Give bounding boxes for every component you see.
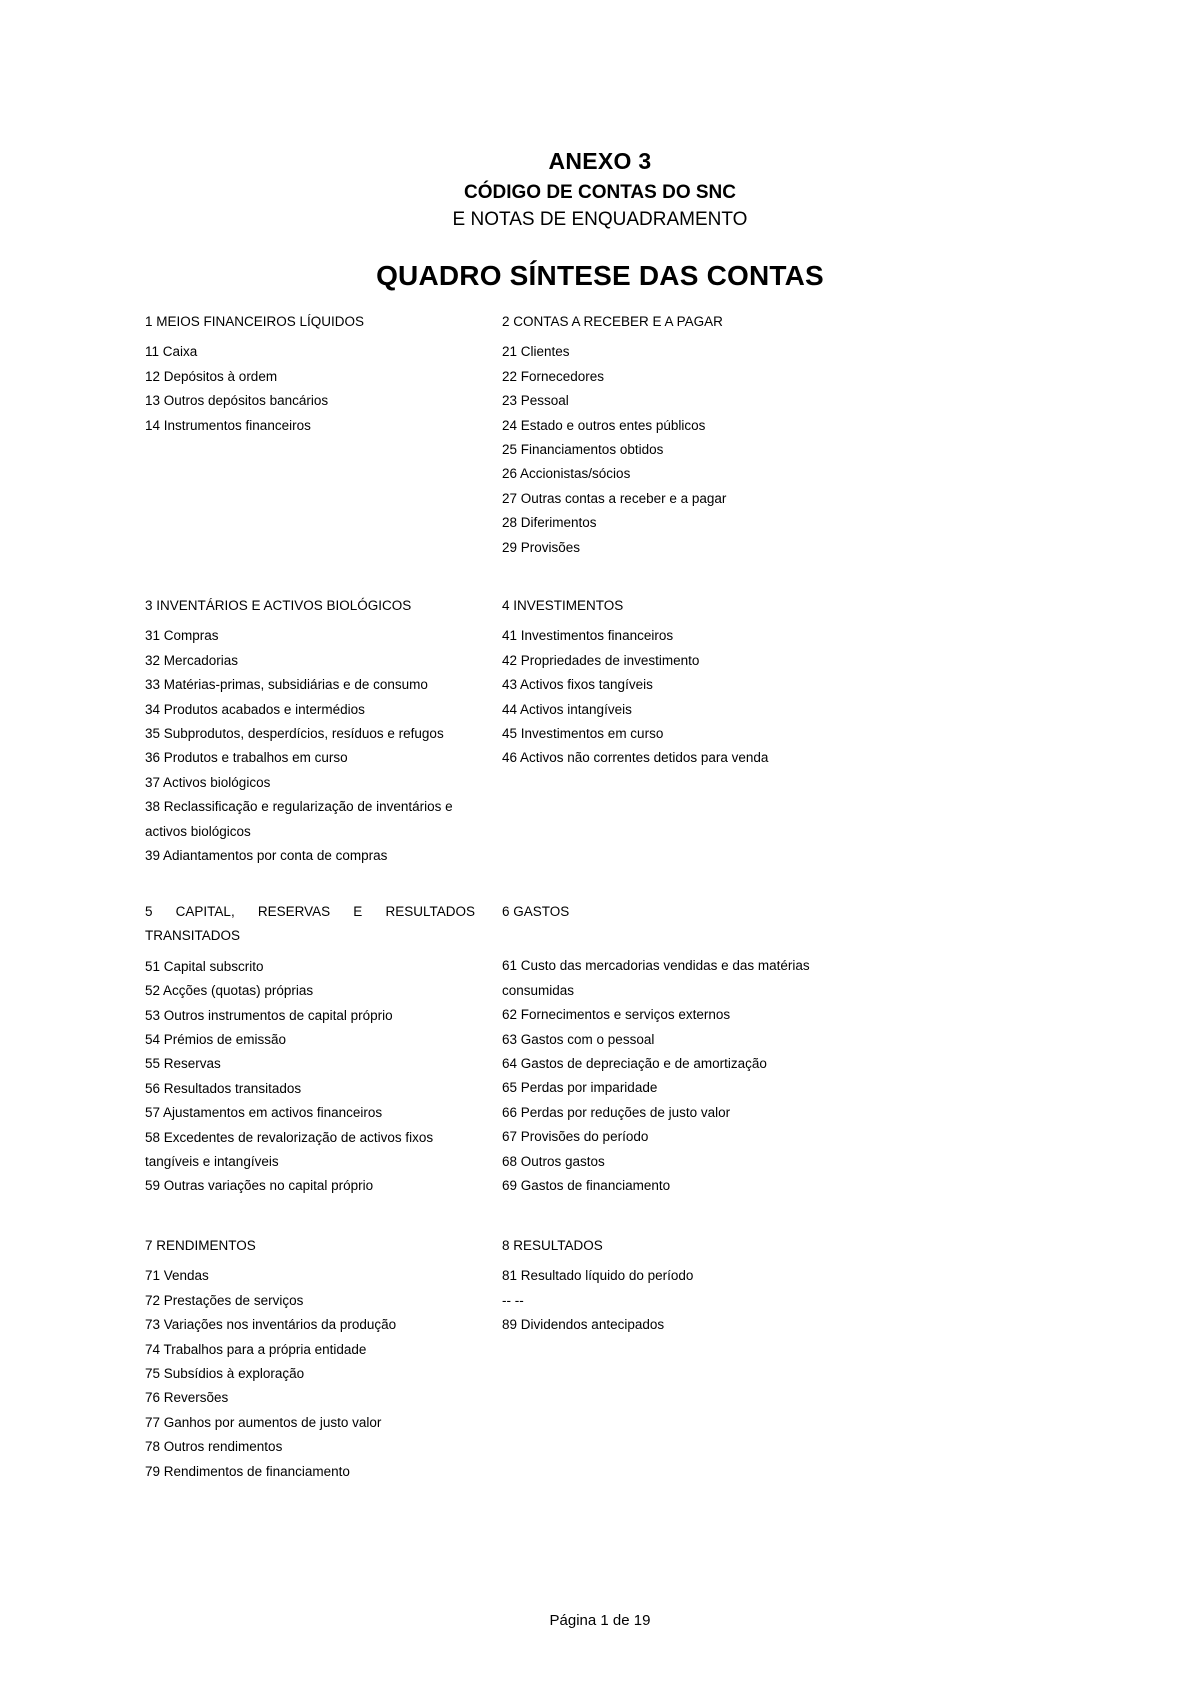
list-item: 42 Propriedades de investimento <box>502 652 700 668</box>
list-item: 36 Produtos e trabalhos em curso <box>145 750 348 766</box>
section-title: 8 RESULTADOS <box>502 1238 603 1253</box>
section-title: 7 RENDIMENTOS <box>145 1238 256 1253</box>
list-item: 66 Perdas por reduções de justo valor <box>502 1104 731 1120</box>
list-item: 24 Estado e outros entes públicos <box>502 417 706 433</box>
list-item: 81 Resultado líquido do período <box>502 1268 694 1284</box>
list-item: 33 Matérias-primas, subsidiárias e de consumo <box>145 677 428 693</box>
code-title: CÓDIGO DE CONTAS DO SNC <box>464 182 736 203</box>
notes-title: E NOTAS DE ENQUADRAMENTO <box>452 209 748 230</box>
list-item: 21 Clientes <box>502 344 570 360</box>
list-item: 37 Activos biológicos <box>145 774 271 790</box>
list-item: 61 Custo das mercadorias vendidas e das matérias consumidas <box>502 958 810 998</box>
account-list <box>502 624 832 770</box>
list-item: 34 Produtos acabados e intermédios <box>145 701 365 717</box>
list-item: 43 Activos fixos tangíveis <box>502 677 653 693</box>
list-item: 62 Fornecimentos e serviços externos <box>502 1007 731 1023</box>
list-item: 29 Provisões <box>502 539 581 555</box>
section-title: 6 GASTOS <box>502 904 570 919</box>
list-item: 63 Gastos com o pessoal <box>502 1031 655 1047</box>
list-item: 73 Variações nos inventários da produção <box>145 1317 397 1333</box>
list-item: 51 Capital subscrito <box>145 958 264 974</box>
account-list <box>502 340 832 560</box>
account-list <box>145 340 475 438</box>
section-1-meios-financeiros <box>145 310 475 438</box>
list-item: 31 Compras <box>145 628 219 644</box>
section-title: 3 INVENTÁRIOS E ACTIVOS BIOLÓGICOS <box>145 598 412 613</box>
list-item: 45 Investimentos em curso <box>502 726 664 742</box>
section-2-contas-receber-pagar <box>502 310 832 560</box>
list-item: 59 Outras variações no capital próprio <box>145 1178 374 1194</box>
list-item: 76 Reversões <box>145 1390 229 1406</box>
section-4-investimentos <box>502 594 832 771</box>
list-item: 53 Outros instrumentos de capital próprio <box>145 1007 393 1023</box>
list-item: 39 Adiantamentos por conta de compras <box>145 848 388 864</box>
section-7-rendimentos <box>145 1234 475 1484</box>
list-item: 77 Ganhos por aumentos de justo valor <box>145 1414 382 1430</box>
section-title <box>145 900 475 949</box>
list-item: 57 Ajustamentos em activos financeiros <box>145 1105 383 1121</box>
page-number: Página 1 de 19 <box>549 1612 651 1629</box>
section-title-line2: TRANSITADOS <box>145 928 241 944</box>
list-item: 38 Reclassificação e regularização de inventários e activos biológicos <box>145 799 453 839</box>
account-list <box>145 955 475 1199</box>
list-item: 89 Dividendos antecipados <box>502 1317 665 1333</box>
page-title: QUADRO SÍNTESE DAS CONTAS <box>376 260 824 291</box>
list-item: 32 Mercadorias <box>145 652 239 668</box>
list-item: 22 Fornecedores <box>502 368 605 384</box>
account-list <box>145 624 475 868</box>
account-list <box>502 1264 832 1337</box>
list-item: 78 Outros rendimentos <box>145 1439 283 1455</box>
list-item: 54 Prémios de emissão <box>145 1032 287 1048</box>
list-item: 23 Pessoal <box>502 393 569 409</box>
list-item: 26 Accionistas/sócios <box>502 466 631 482</box>
section-5-capital <box>145 900 475 1199</box>
section-8-resultados <box>502 1234 832 1338</box>
list-item: 12 Depósitos à ordem <box>145 368 278 384</box>
list-item: 68 Outros gastos <box>502 1153 605 1169</box>
list-item: 13 Outros depósitos bancários <box>145 393 329 409</box>
list-item: 11 Caixa <box>145 344 198 360</box>
list-item: 75 Subsídios à exploração <box>145 1366 305 1382</box>
list-item: 58 Excedentes de revalorização de activos fixos tangíveis e intangíveis <box>145 1129 434 1170</box>
section-3-inventarios <box>145 594 475 868</box>
list-item: 56 Resultados transitados <box>145 1080 302 1096</box>
list-item: 67 Provisões do período <box>502 1129 649 1145</box>
list-item: 25 Financiamentos obtidos <box>502 442 664 458</box>
list-item: 27 Outras contas a receber e a pagar <box>502 490 727 506</box>
list-item: 44 Activos intangíveis <box>502 701 632 717</box>
list-item: 71 Vendas <box>145 1268 209 1284</box>
section-title: 4 INVESTIMENTOS <box>502 598 624 613</box>
list-item: -- -- <box>502 1292 524 1308</box>
list-item: 55 Reservas <box>145 1056 221 1072</box>
section-title-line1: 5 CAPITAL, RESERVAS E RESULTADOS <box>145 904 475 919</box>
section-title: 2 CONTAS A RECEBER E A PAGAR <box>502 314 723 329</box>
list-item: 65 Perdas por imparidade <box>502 1080 658 1096</box>
section-6-gastos <box>502 900 832 1198</box>
section-title: 1 MEIOS FINANCEIROS LÍQUIDOS <box>145 314 365 329</box>
annex-title: ANEXO 3 <box>548 148 652 174</box>
list-item: 35 Subprodutos, desperdícios, resíduos e refugos <box>145 726 444 742</box>
list-item: 46 Activos não correntes detidos para venda <box>502 750 769 766</box>
list-item: 52 Acções (quotas) próprias <box>145 983 314 999</box>
list-item: 72 Prestações de serviços <box>145 1292 304 1308</box>
list-item: 64 Gastos de depreciação e de amortização <box>502 1056 767 1072</box>
list-item: 41 Investimentos financeiros <box>502 628 674 644</box>
list-item: 79 Rendimentos de financiamento <box>145 1463 350 1479</box>
account-list <box>145 1264 475 1484</box>
account-list <box>502 954 832 1198</box>
list-item: 69 Gastos de financiamento <box>502 1178 671 1194</box>
list-item: 14 Instrumentos financeiros <box>145 417 311 433</box>
list-item: 28 Diferimentos <box>502 515 597 531</box>
list-item: 74 Trabalhos para a própria entidade <box>145 1341 367 1357</box>
